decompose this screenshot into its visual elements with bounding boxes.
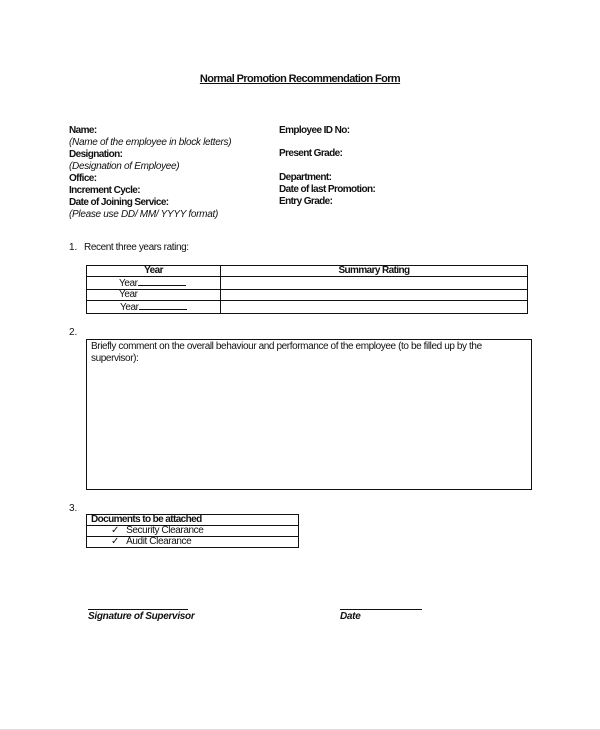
check-icon: ✓ [111, 525, 119, 536]
joining-date-hint: (Please use DD/ MM/ YYYY format) [69, 209, 218, 220]
year-header: Year [87, 266, 221, 277]
rating-table [86, 265, 528, 314]
present-grade-label: Present Grade: [279, 148, 343, 159]
increment-cycle-label: Increment Cycle: [69, 185, 140, 196]
check-icon: ✓ [111, 536, 119, 547]
year-label: Year [120, 302, 139, 313]
last-promotion-label: Date of last Promotion: [279, 184, 376, 195]
supervisor-signature-label: Signature of Supervisor [88, 611, 195, 622]
section1-number: 1. [69, 242, 78, 253]
document-item [87, 537, 299, 548]
supervisor-signature-line[interactable] [88, 609, 188, 610]
entry-grade-label: Entry Grade: [279, 196, 333, 207]
comment-box[interactable] [86, 339, 532, 490]
date-label: Date [340, 611, 361, 622]
department-label: Department: [279, 172, 332, 183]
rating-cell[interactable] [221, 290, 528, 301]
rating-cell[interactable] [221, 301, 528, 314]
table-row [87, 290, 528, 301]
name-label: Name: [69, 125, 97, 136]
section2-number: 2. [69, 327, 78, 338]
employee-id-label: Employee ID No: [279, 125, 350, 136]
section3-number: 3. [69, 503, 78, 514]
year-blank[interactable] [139, 301, 187, 310]
form-title: Normal Promotion Recommendation Form [199, 73, 401, 85]
documents-table [86, 514, 299, 548]
document-item [87, 526, 299, 537]
rating-cell[interactable] [221, 277, 528, 290]
year-label: Year [119, 278, 138, 289]
table-row [87, 301, 528, 314]
designation-hint: (Designation of Employee) [69, 161, 180, 172]
office-label: Office: [69, 173, 97, 184]
name-hint: (Name of the employee in block letters) [69, 137, 232, 148]
left-fields [69, 125, 231, 221]
designation-label: Designation: [69, 149, 123, 160]
comment-prompt: Briefly comment on the overall behaviour and performance of the employee (to be filled up by the supervisor): [91, 341, 482, 364]
security-clearance-label: Security Clearance [126, 525, 204, 536]
date-line[interactable] [340, 609, 422, 610]
documents-header: Documents to be attached [87, 515, 299, 526]
year-blank[interactable] [138, 277, 186, 286]
table-header-row [87, 266, 528, 277]
section1-label: Recent three years rating: [84, 242, 189, 253]
audit-clearance-label: Audit Clearance [126, 536, 192, 547]
joining-date-label: Date of Joining Service: [69, 197, 169, 208]
year-label: Year [119, 289, 138, 300]
summary-rating-header: Summary Rating [221, 266, 528, 277]
table-row [87, 277, 528, 290]
